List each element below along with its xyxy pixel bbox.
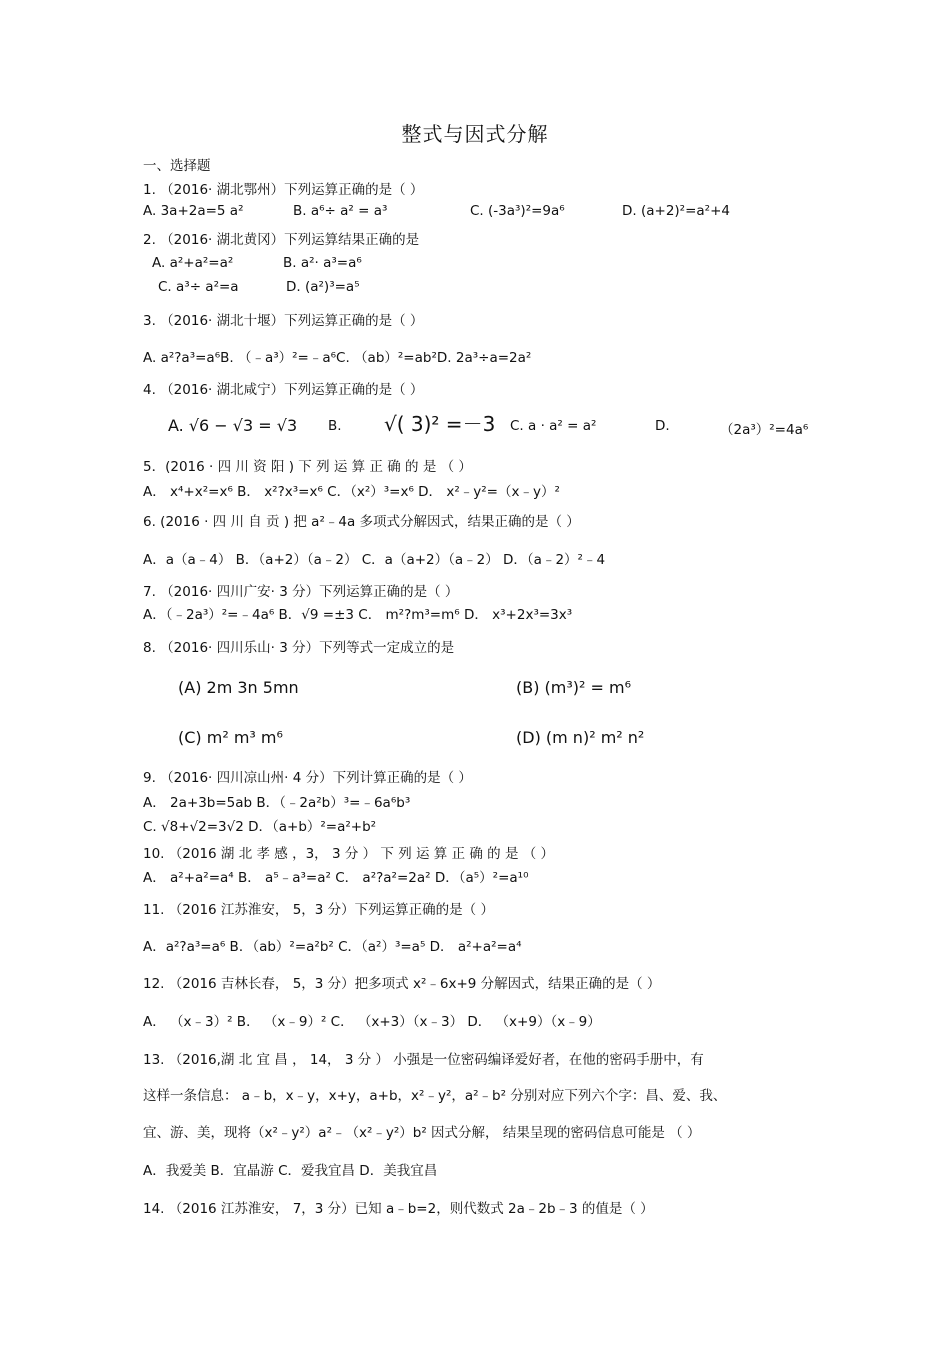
question-2-stem: 2. （2016· 湖北黄冈）下列运算结果正确的是 [143,232,420,248]
question-2-option-c: C. a³÷ a²=a [158,279,239,295]
question-1-option-c: C. (-3a³)²=9a⁶ [470,203,565,219]
question-2-option-b: B. a²· a³=a⁶ [283,255,362,271]
question-4-option-d: （2a³）²=4a⁶ [720,422,809,438]
question-4-option-b-label: B. [328,418,342,434]
question-14-stem: 14. （2016 江苏淮安， 7，3 分）已知 a﹣b=2，则代数式 2a﹣2b﹣3 的值是（ ） [143,1201,654,1217]
question-4-option-a: A. √6 − √3 = √3 [168,416,298,435]
page-title: 整式与因式分解 [401,122,549,146]
question-12-options: A． （x﹣3）² B． （x﹣9）² C． （x+3）（x﹣3） D． （x+9）（x﹣9） [143,1014,601,1030]
question-2-option-a: A. a²+a²=a² [152,255,234,271]
question-3-stem: 3. （2016· 湖北十堰）下列运算正确的是（ ） [143,313,424,329]
question-6-stem: 6. (2016 · 四 川 自 贡 ) 把 a²﹣4a 多项式分解因式，结果正确的是（ ） [143,514,580,530]
question-8-option-b: (B) (m³)² = m⁶ [516,678,632,697]
question-1-option-a: A. 3a+2a=5 a² [143,203,244,219]
question-13-stem: 13. （2016,湖 北 宜 昌 ， 14， 3 分 ） 小强是一位密码编译爱好者，在他的密码手册中，有 [143,1052,704,1068]
question-1-option-b: B. a⁶÷ a² = a³ [293,203,388,219]
question-1-option-d: D. (a+2)²=a²+4 [622,203,730,219]
question-4-option-b-expr: √( 3)² =－3 [384,412,496,436]
question-8-option-a: (A) 2m 3n 5mn [178,678,299,697]
question-11-stem: 11. （2016 江苏淮安， 5，3 分）下列运算正确的是（ ） [143,902,494,918]
question-9-stem: 9. （2016· 四川凉山州· 4 分）下列计算正确的是（ ） [143,770,472,786]
question-8-stem: 8. （2016· 四川乐山· 3 分）下列等式一定成立的是 [143,640,455,656]
question-5-options: A． x⁴+x²=x⁶ B． x²?x³=x⁶ C．（x²）³=x⁶ D． x²﹣y²=（x﹣y）² [143,484,560,500]
question-4-option-c: C. a · a² = a² [510,418,597,434]
question-5-stem: 5．(2016 · 四 川 资 阳 ) 下 列 运 算 正 确 的 是 （ ） [143,459,472,475]
question-13-options: A．我爱美 B．宜晶游 C．爱我宜昌 D．美我宜昌 [143,1163,438,1179]
question-9-options-cd: C. √8+√2=3√2 D．（a+b）²=a²+b² [143,819,377,835]
question-10-stem: 10. （2016 湖 北 孝 感 ，3， 3 分 ） 下 列 运 算 正 确 的 是 （ ） [143,846,555,862]
question-11-options: A．a²?a³=a⁶ B．（ab）²=a²b² C．（a²）³=a⁵ D． a²+a²=a⁴ [143,939,522,955]
section-heading: 一、选择题 [143,158,211,174]
question-9-options-ab: A． 2a+3b=5ab B．（﹣2a²b）³=﹣6a⁶b³ [143,795,411,811]
question-3-options: A. a²?a³=a⁶B. （﹣a³）²=﹣a⁶C. （ab）²=ab²D. 2a³÷a=2a² [143,350,532,366]
question-4-stem: 4. （2016· 湖北咸宁）下列运算正确的是（ ） [143,382,424,398]
question-8-option-c: (C) m² m³ m⁶ [178,728,283,747]
question-10-options: A． a²+a²=a⁴ B． a⁵﹣a³=a² C． a²?a²=2a² D．（a⁵）²=a¹⁰ [143,870,529,886]
question-8-option-d: (D) (m n)² m² n² [516,728,645,747]
question-2-option-d: D. (a²)³=a⁵ [286,279,360,295]
question-6-options: A．a（a﹣4） B．（a+2）（a﹣2） C．a（a+2）（a﹣2） D．（a﹣2）²﹣4 [143,552,606,568]
question-13-line-3: 宜、游、美，现将（x²﹣y²）a²﹣（x²﹣y²）b² 因式分解， 结果呈现的密码信息可能是 （ ） [143,1125,701,1141]
question-13-line-2: 这样一条信息： a﹣b，x﹣y，x+y，a+b，x²﹣y²，a²﹣b² 分别对应下列六个字：昌、爱、我、 [143,1088,727,1104]
question-7-options: A．（﹣2a³）²=﹣4a⁶ B．√9 =±3 C． m²?m³=m⁶ D． x³+2x³=3x³ [143,607,573,623]
question-4-option-d-label: D. [655,418,670,434]
question-7-stem: 7. （2016· 四川广安· 3 分）下列运算正确的是（ ） [143,584,459,600]
question-12-stem: 12. （2016 吉林长春， 5，3 分）把多项式 x²﹣6x+9 分解因式，结果正确的是（ ） [143,976,661,992]
question-1-stem: 1. （2016· 湖北鄂州）下列运算正确的是（ ） [143,182,424,198]
